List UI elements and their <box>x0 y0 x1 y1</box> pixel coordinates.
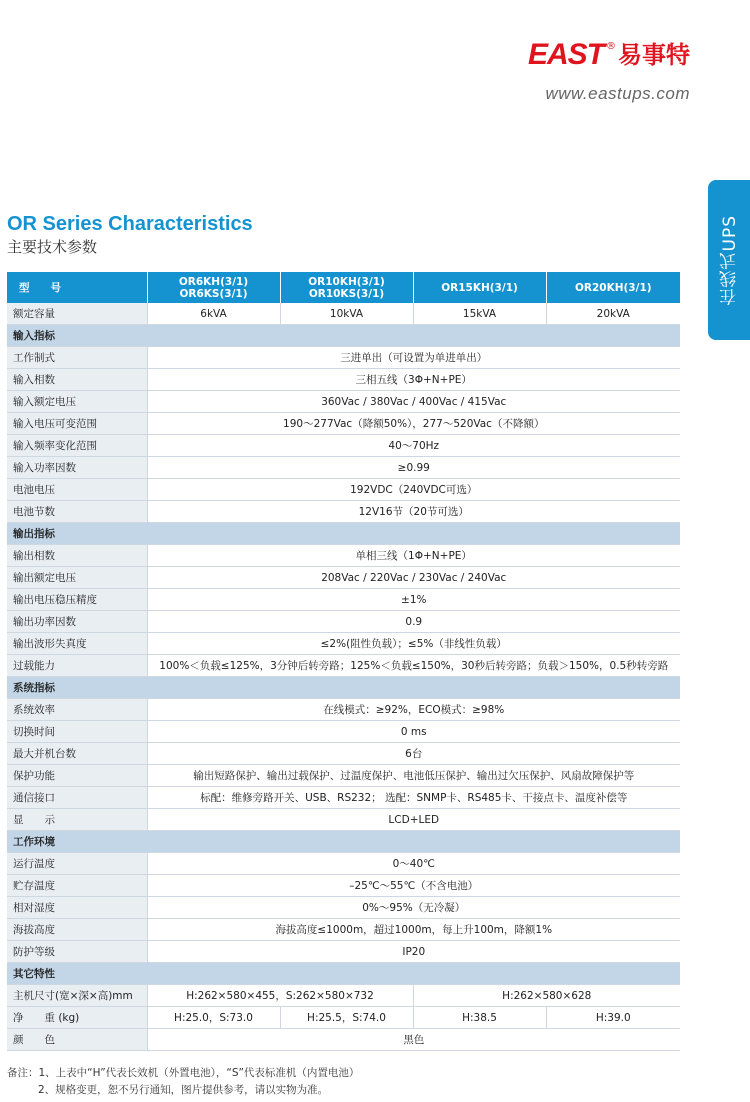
page-title-english: OR Series Characteristics <box>7 213 253 235</box>
row-value: 在线模式：≥92%，ECO模式：≥98% <box>147 699 680 721</box>
brand-logo <box>528 40 690 70</box>
row-value: ≥0.99 <box>147 457 680 479</box>
row-label: 工作制式 <box>7 347 147 369</box>
table-row <box>7 479 680 501</box>
model-name: OR6KS(3/1) <box>179 287 248 300</box>
table-row <box>7 941 680 963</box>
row-label: 最大并机台数 <box>7 743 147 765</box>
row-value: 0%～95%（无冷凝） <box>147 897 680 919</box>
row-value: H:262×580×455，S:262×580×732 <box>147 985 413 1007</box>
model-name: OR10KH(3/1) <box>308 275 385 288</box>
row-value: 190～277Vac（降额50%），277～520Vac（不降额） <box>147 413 680 435</box>
row-value: 360Vac / 380Vac / 400Vac / 415Vac <box>147 391 680 413</box>
row-value: 6台 <box>147 743 680 765</box>
table-row <box>7 919 680 941</box>
row-label: 输出相数 <box>7 545 147 567</box>
table-row <box>7 611 680 633</box>
footnote-2: 2、规格变更，恕不另行通知，图片提供参考，请以实物为准。 <box>38 1084 329 1096</box>
row-label: 相对湿度 <box>7 897 147 919</box>
row-value: 黑色 <box>147 1029 680 1051</box>
row-value: 40～70Hz <box>147 435 680 457</box>
row-label: 保护功能 <box>7 765 147 787</box>
row-value: ±1% <box>147 589 680 611</box>
website-url: www.eastups.com <box>545 84 690 103</box>
logo-chinese-text: 易事特 <box>618 40 690 69</box>
row-label: 输入频率变化范围 <box>7 435 147 457</box>
row-value: 6kVA <box>147 303 280 325</box>
table-row <box>7 545 680 567</box>
row-label: 切换时间 <box>7 721 147 743</box>
section-header-row <box>7 325 680 347</box>
row-label: 输出额定电压 <box>7 567 147 589</box>
table-row <box>7 567 680 589</box>
row-label: 海拔高度 <box>7 919 147 941</box>
row-value: 海拔高度≤1000m，超过1000m，每上升100m，降额1% <box>147 919 680 941</box>
row-value: 20kVA <box>546 303 680 325</box>
footnotes <box>7 1065 359 1099</box>
row-value: 输出短路保护、输出过载保护、过温度保护、电池低压保护、输出过欠压保护、风扇故障保护等 <box>147 765 680 787</box>
row-value: 10kVA <box>280 303 413 325</box>
weight-row <box>7 1007 680 1029</box>
section-header-row <box>7 523 680 545</box>
model-header-label: 型 号 <box>7 272 147 303</box>
row-label: 系统效率 <box>7 699 147 721</box>
table-row <box>7 765 680 787</box>
logo-text: EAST <box>527 38 604 71</box>
model-header-15k <box>413 272 546 303</box>
table-row <box>7 787 680 809</box>
table-row <box>7 413 680 435</box>
row-label: 输出功率因数 <box>7 611 147 633</box>
row-value: –25℃～55℃（不含电池） <box>147 875 680 897</box>
table-row <box>7 633 680 655</box>
row-value: ≤2%(阻性负载）；≤5%（非线性负载） <box>147 633 680 655</box>
model-name: OR15KH(3/1) <box>441 281 518 294</box>
table-row <box>7 655 680 677</box>
table-row <box>7 721 680 743</box>
spec-table <box>7 272 680 1051</box>
model-name: OR6KH(3/1) <box>178 275 249 288</box>
table-row <box>7 391 680 413</box>
row-value: H:38.5 <box>413 1007 546 1029</box>
row-value: 三相五线（3Φ+N+PE） <box>147 369 680 391</box>
section-title: 系统指标 <box>7 677 680 699</box>
section-title: 工作环境 <box>7 831 680 853</box>
table-row <box>7 809 680 831</box>
side-tab-label: 在线式UPS <box>719 214 740 306</box>
registered-mark: ® <box>606 41 616 52</box>
footnote-1: 备注：1、上表中“H”代表长效机（外置电池），“S”代表标准机（内置电池） <box>7 1067 360 1079</box>
row-value: IP20 <box>147 941 680 963</box>
section-header-row <box>7 963 680 985</box>
row-value: H:25.0，S:73.0 <box>147 1007 280 1029</box>
row-label: 防护等级 <box>7 941 147 963</box>
row-value: H:262×580×628 <box>413 985 680 1007</box>
section-title: 其它特性 <box>7 963 680 985</box>
row-label: 输入电压可变范围 <box>7 413 147 435</box>
row-value: 15kVA <box>413 303 546 325</box>
row-label: 输入相数 <box>7 369 147 391</box>
row-label: 贮存温度 <box>7 875 147 897</box>
row-label: 额定容量 <box>7 303 147 325</box>
section-header-row <box>7 677 680 699</box>
row-label: 颜 色 <box>7 1029 147 1051</box>
row-label: 输出波形失真度 <box>7 633 147 655</box>
section-title: 输入指标 <box>7 325 680 347</box>
table-header-row <box>7 272 680 303</box>
row-value: LCD+LED <box>147 809 680 831</box>
row-value: 100%＜负载≤125%，3分钟后转旁路；125%＜负载≤150%，30秒后转旁路；负载＞150%，0.5秒转旁路 <box>147 655 680 677</box>
row-value: 208Vac / 220Vac / 230Vac / 240Vac <box>147 567 680 589</box>
color-row <box>7 1029 680 1051</box>
table-row <box>7 897 680 919</box>
table-row <box>7 457 680 479</box>
row-label: 输出电压稳压精度 <box>7 589 147 611</box>
section-title: 输出指标 <box>7 523 680 545</box>
model-header-20k <box>546 272 680 303</box>
table-row <box>7 347 680 369</box>
row-value: 单相三线（1Φ+N+PE） <box>147 545 680 567</box>
row-label: 主机尺寸(宽×深×高)mm <box>7 985 147 1007</box>
row-value: 0.9 <box>147 611 680 633</box>
row-value: 12V16节（20节可选） <box>147 501 680 523</box>
table-row <box>7 501 680 523</box>
row-label: 过载能力 <box>7 655 147 677</box>
model-header-10k <box>280 272 413 303</box>
row-value: 0 ms <box>147 721 680 743</box>
table-row <box>7 875 680 897</box>
table-row <box>7 435 680 457</box>
spec-table-body <box>7 272 680 1051</box>
table-row <box>7 589 680 611</box>
rated-capacity-row <box>7 303 680 325</box>
row-value: 三进单出（可设置为单进单出） <box>147 347 680 369</box>
row-label: 净 重 (kg) <box>7 1007 147 1029</box>
model-header-6k <box>147 272 280 303</box>
page-title-chinese: 主要技术参数 <box>7 238 98 256</box>
row-label: 电池电压 <box>7 479 147 501</box>
row-value: 0～40℃ <box>147 853 680 875</box>
row-label: 运行温度 <box>7 853 147 875</box>
row-value: 标配：维修旁路开关、USB、RS232； 选配：SNMP卡、RS485卡、干接点卡、温度补偿等 <box>147 787 680 809</box>
row-value: H:25.5，S:74.0 <box>280 1007 413 1029</box>
side-category-tab <box>708 180 750 340</box>
table-row <box>7 369 680 391</box>
row-label: 通信接口 <box>7 787 147 809</box>
model-name: OR10KS(3/1) <box>308 287 385 300</box>
row-label: 输入额定电压 <box>7 391 147 413</box>
row-value: 192VDC（240VDC可选） <box>147 479 680 501</box>
table-row <box>7 743 680 765</box>
table-row <box>7 853 680 875</box>
row-label: 输入功率因数 <box>7 457 147 479</box>
dimensions-row <box>7 985 680 1007</box>
row-label: 电池节数 <box>7 501 147 523</box>
table-row <box>7 699 680 721</box>
section-header-row <box>7 831 680 853</box>
row-value: H:39.0 <box>546 1007 680 1029</box>
row-label: 显 示 <box>7 809 147 831</box>
model-name: OR20KH(3/1) <box>574 281 652 294</box>
